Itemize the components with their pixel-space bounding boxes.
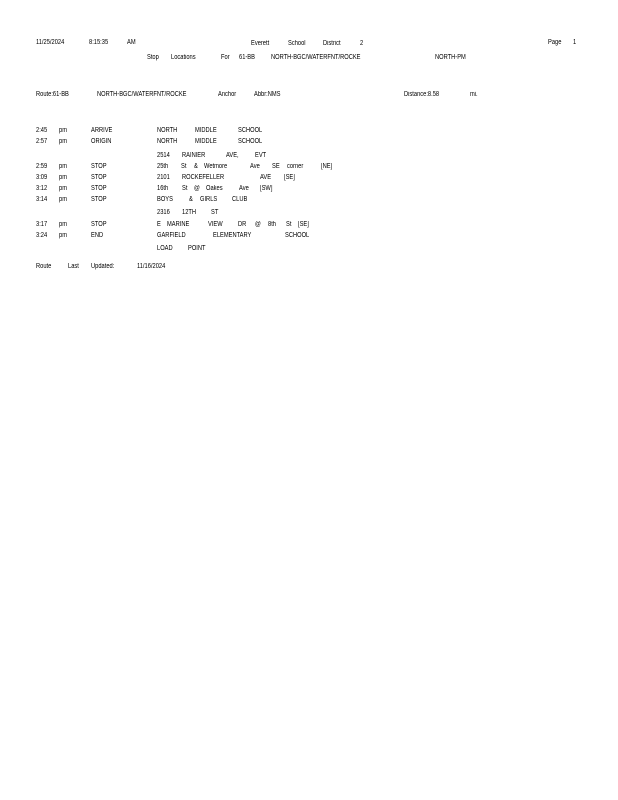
stop-location-word: POINT — [188, 245, 206, 252]
stop-time: 2:59 — [36, 163, 48, 170]
route-id: Route:61-BB — [36, 91, 69, 98]
stop-location-word: 2101 — [157, 174, 170, 181]
stop-time: 3:24 — [36, 232, 48, 239]
subtitle-word: NORTH-BGC/WATERFNT/ROCKE — [271, 54, 361, 61]
stop-location-word: [SE] — [284, 174, 295, 181]
stop-type: STOP — [91, 185, 107, 192]
stop-location-word: St — [182, 185, 188, 192]
stop-location-word: VIEW — [208, 221, 223, 228]
org-word: District — [323, 40, 341, 47]
stop-location-word: RAINIER — [182, 152, 206, 159]
footer-word: Last — [68, 263, 79, 270]
report-date: 11/25/2024 — [36, 39, 65, 46]
stop-location-word: St — [286, 221, 292, 228]
subtitle-word: For — [221, 54, 230, 61]
stop-location-word: 2514 — [157, 152, 170, 159]
stop-location-word: AVE — [260, 174, 272, 181]
anchor-label: Anchor — [218, 91, 237, 98]
stop-location-word: [SW] — [260, 185, 273, 192]
org-word: Everett — [251, 40, 270, 47]
stop-time: 2:45 — [36, 127, 48, 134]
subtitle-word: Locations — [171, 54, 196, 61]
stop-ampm: pm — [59, 232, 67, 239]
stop-location-word: BOYS — [157, 196, 173, 203]
stop-type: END — [91, 232, 104, 239]
stop-location-word: MIDDLE — [195, 127, 217, 134]
org-word: School — [288, 40, 306, 47]
stop-type: STOP — [91, 196, 107, 203]
page-label: Page — [548, 39, 562, 46]
stop-type: ARRIVE — [91, 127, 113, 134]
footer-word: Route — [36, 263, 52, 270]
stop-location-word: Oakes — [206, 185, 223, 192]
stop-time: 3:09 — [36, 174, 48, 181]
page-number: 1 — [573, 39, 577, 46]
stop-location-word: CLUB — [232, 196, 248, 203]
stop-ampm: pm — [59, 163, 67, 170]
stop-time: 2:57 — [36, 138, 48, 145]
stop-location-word: EVT — [255, 152, 267, 159]
stop-location-word: 16th — [157, 185, 169, 192]
stop-location-word: NORTH — [157, 138, 178, 145]
stop-type: STOP — [91, 174, 107, 181]
stop-time: 3:17 — [36, 221, 48, 228]
stop-location-word: 12TH — [182, 209, 197, 216]
stop-location-word: SCHOOL — [238, 138, 263, 145]
stop-location-word: 2316 — [157, 209, 170, 216]
stop-location-word: ELEMENTARY — [213, 232, 252, 239]
stop-ampm: pm — [59, 185, 67, 192]
stop-location-word: MARINE — [167, 221, 190, 228]
stop-type: STOP — [91, 163, 107, 170]
stop-location-word: SCHOOL — [238, 127, 263, 134]
stop-location-word: [SE] — [298, 221, 309, 228]
stop-location-word: corner — [287, 163, 304, 170]
subtitle-word: 61-BB — [239, 54, 255, 61]
report-time: 8:15:35 — [89, 39, 109, 46]
stop-location-word: Ave — [250, 163, 260, 170]
stop-ampm: pm — [59, 196, 67, 203]
stop-time: 3:12 — [36, 185, 48, 192]
stop-ampm: pm — [59, 174, 67, 181]
subtitle-word: Stop — [147, 54, 159, 61]
route-description: NORTH-BGC/WATERFNT/ROCKE — [97, 91, 187, 98]
stop-location-word: ST — [211, 209, 219, 216]
stop-location-word: NORTH — [157, 127, 178, 134]
stop-location-word: SCHOOL — [285, 232, 310, 239]
stop-ampm: pm — [59, 138, 67, 145]
abbr-label: Abbr:NMS — [254, 91, 281, 98]
stop-location-word: @ — [255, 221, 261, 228]
stop-time: 3:14 — [36, 196, 48, 203]
stop-location-word: Ave — [239, 185, 249, 192]
stop-location-word: AVE, — [226, 152, 239, 159]
stop-location-word: SE — [272, 163, 280, 170]
stop-location-word: ROCKEFELLER — [182, 174, 225, 181]
stop-ampm: pm — [59, 221, 67, 228]
footer-word: Updated: — [91, 263, 115, 270]
stop-location-word: GARFIELD — [157, 232, 186, 239]
stop-location-word: E — [157, 221, 161, 228]
stop-location-word: LOAD — [157, 245, 173, 252]
stop-location-word: DR — [238, 221, 247, 228]
report-ampm: AM — [127, 39, 136, 46]
stop-location-word: Wetmore — [204, 163, 228, 170]
stop-location-word: @ — [194, 185, 200, 192]
distance-label: Distance:8.58 — [404, 91, 440, 98]
stop-location-word: MIDDLE — [195, 138, 217, 145]
footer-date: 11/16/2024 — [137, 263, 166, 270]
stop-ampm: pm — [59, 127, 67, 134]
stop-location-word: GIRLS — [200, 196, 218, 203]
stop-location-word: & — [189, 196, 193, 203]
stop-location-word: & — [194, 163, 198, 170]
org-word: 2 — [360, 40, 364, 47]
stop-location-word: St — [181, 163, 187, 170]
stop-location-word: 25th — [157, 163, 169, 170]
stop-type: STOP — [91, 221, 107, 228]
session-label: NORTH-PM — [435, 54, 466, 61]
stop-location-word: [NE] — [321, 163, 333, 170]
stop-location-word: 8th — [268, 221, 276, 228]
stop-type: ORIGIN — [91, 138, 112, 145]
distance-unit: mi. — [470, 91, 478, 98]
